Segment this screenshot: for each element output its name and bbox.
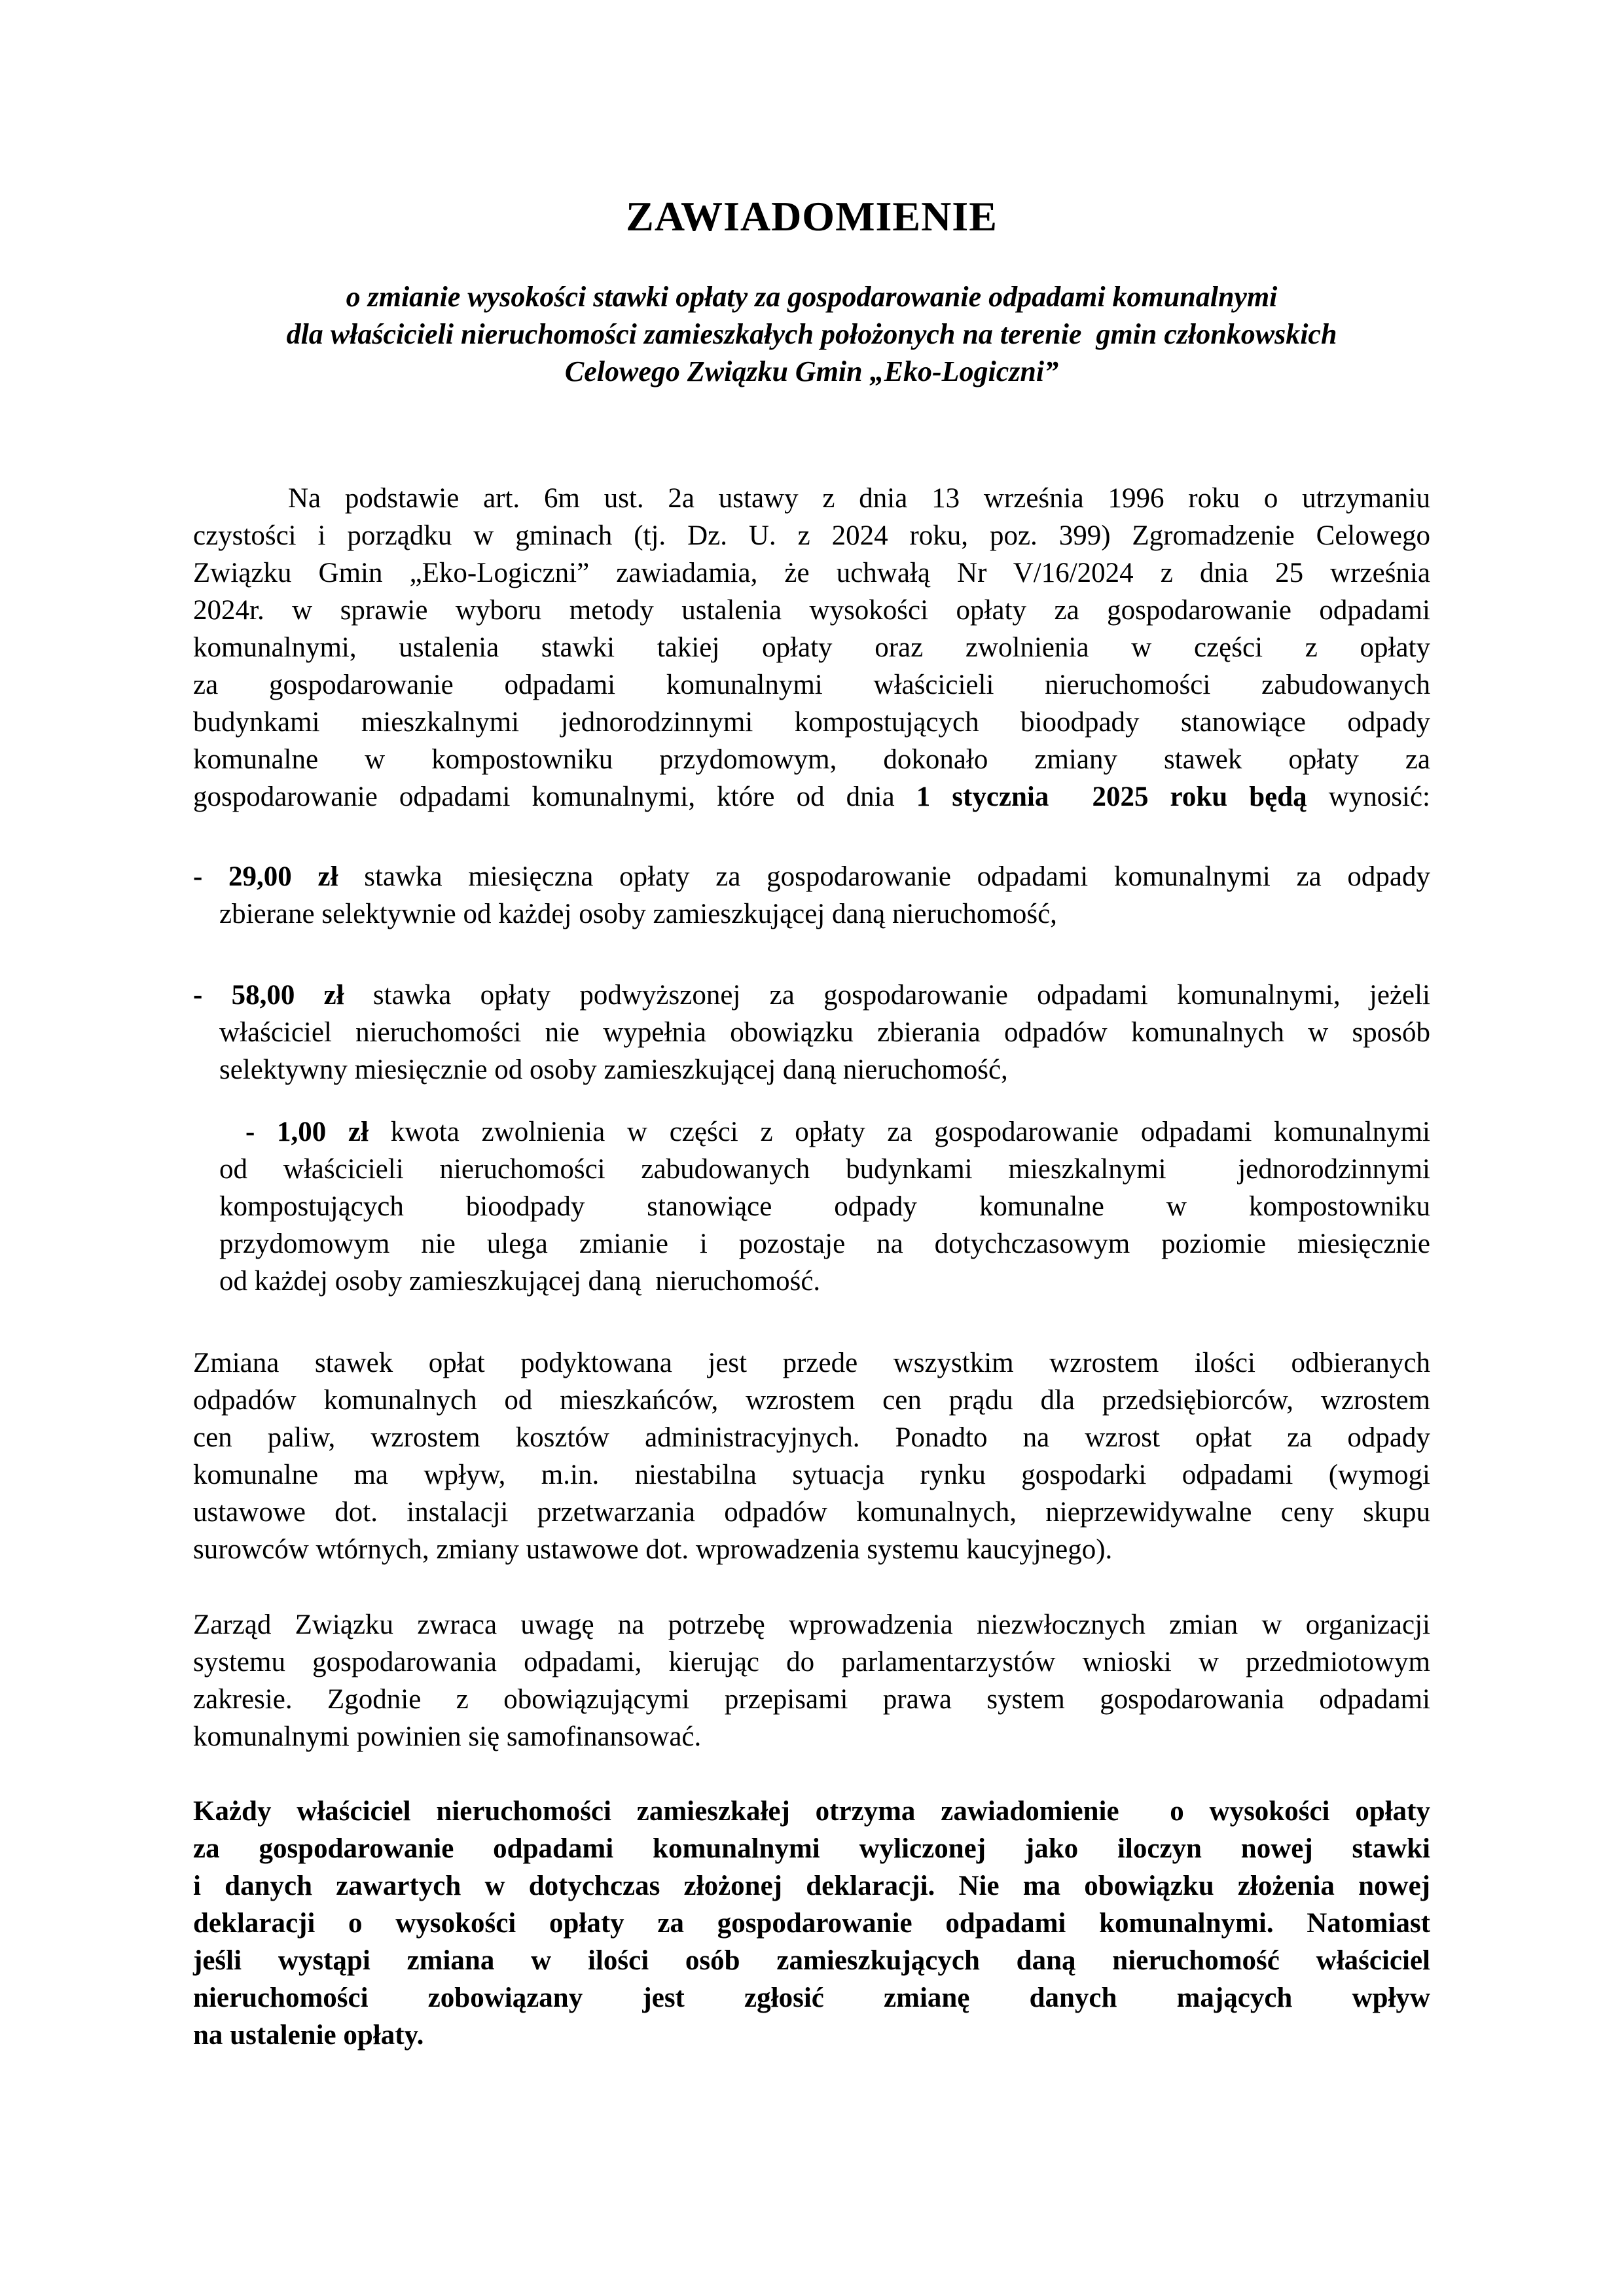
- text-line: Każdy właściciel nieruchomości zamieszkałej otrzyma zawiadomienie o wysokości opłaty: [193, 1796, 1430, 1827]
- fee-amount: - 29,00 zł: [193, 861, 338, 892]
- text-line: na ustalenie opłaty.: [193, 2020, 424, 2051]
- text-line: komunalnymi, ustalenia stawki takiej opłaty oraz zwolnienia w części z opłaty: [193, 632, 1430, 663]
- text-line: Zmiana stawek opłat podyktowana jest przede wszystkim wzrostem ilości odbieranych: [193, 1348, 1430, 1378]
- fee-description: stawka opłaty podwyższonej za gospodarowanie odpadami komunalnymi, jeżeli: [344, 980, 1430, 1011]
- text-line: czystości i porządku w gminach (tj. Dz. U. z 2024 roku, poz. 399) Zgromadzenie Celowego: [193, 520, 1430, 551]
- text-line: za gospodarowanie odpadami komunalnymi właścicieli nieruchomości zabudowanych: [193, 670, 1430, 700]
- text-line: [193, 858, 1430, 895]
- text-line: nieruchomości zobowiązany jest zgłosić zmianę danych mających wpływ: [193, 1982, 1430, 2013]
- text-line: komunalne w kompostowniku przydomowym, dokonało zmiany stawek opłaty za: [193, 744, 1430, 775]
- text-line: właściciel nieruchomości nie wypełnia obowiązku zbierania odpadów komunalnych w sposób: [219, 1017, 1430, 1048]
- fee-description: stawka miesięczna opłaty za gospodarowanie odpadami komunalnymi za odpady: [338, 861, 1430, 892]
- text-line: cen paliw, wzrostem kosztów administracyjnych. Ponadto na wzrost opłat za odpady: [193, 1422, 1430, 1453]
- fee-item-raised-rate: [193, 977, 1430, 1088]
- page-title: ZAWIADOMIENIE: [626, 193, 998, 240]
- text-line: za gospodarowanie odpadami komunalnymi wyliczonej jako iloczyn nowej stawki: [193, 1833, 1430, 1864]
- text-line: 2024r. w sprawie wyboru metody ustalenia wysokości opłaty za gospodarowanie odpadami: [193, 595, 1430, 626]
- text-line: ustawowe dot. instalacji przetwarzania odpadów komunalnych, nieprzewidywalne ceny skupu: [193, 1497, 1430, 1528]
- text-line: i danych zawartych w dotychczas złożonej deklaracji. Nie ma obowiązku złożenia nowej: [193, 1871, 1430, 1901]
- text-line: surowców wtórnych, zmiany ustawowe dot. wprowadzenia systemu kaucyjnego).: [193, 1534, 1113, 1565]
- fee-amount: - 1,00 zł: [245, 1117, 369, 1147]
- effective-date-bold: 1 stycznia 2025 roku będą: [916, 781, 1307, 812]
- text-line: kompostujących bioodpady stanowiące odpady komunalne w kompostowniku: [219, 1191, 1430, 1222]
- intro-legal-basis-paragraph: [193, 480, 1430, 816]
- text-line: [193, 977, 1430, 1014]
- fee-item-selective-rate: [193, 858, 1430, 933]
- text-line: Na podstawie art. 6m ust. 2a ustawy z dnia 13 września 1996 roku o utrzymaniu: [288, 483, 1430, 514]
- text-line: selektywny miesięcznie od osoby zamieszkującej daną nieruchomość,: [219, 1054, 1008, 1085]
- text-line: zbierane selektywnie od każdej osoby zamieszkującej daną nieruchomość,: [219, 899, 1057, 929]
- text-line-effective-date: [193, 778, 1430, 816]
- subtitle-line-2: dla właścicieli nieruchomości zamieszkałych położonych na terenie gmin członkowskich: [286, 318, 1337, 350]
- text-line: komunalne ma wpływ, m.in. niestabilna sytuacja rynku gospodarki odpadami (wymogi: [193, 1460, 1430, 1490]
- subtitle-line-1: o zmianie wysokości stawki opłaty za gospodarowanie odpadami komunalnymi: [346, 281, 1278, 313]
- fee-amount: - 58,00 zł: [193, 980, 344, 1011]
- text-run: gospodarowanie odpadami komunalnymi, które od dnia: [193, 781, 916, 812]
- text-line: systemu gospodarowania odpadami, kierując do parlamentarzystów wnioski w przedmiotowym: [193, 1647, 1430, 1677]
- text-line: przydomowym nie ulega zmianie i pozostaje na dotychczasowym poziomie miesięcznie: [219, 1229, 1430, 1259]
- text-line: zakresie. Zgodnie z obowiązującymi przepisami prawa system gospodarowania odpadami: [193, 1684, 1430, 1715]
- subtitle: [193, 278, 1430, 390]
- text-line: komunalnymi powinien się samofinansować.: [193, 1721, 702, 1752]
- text-line: jeśli wystąpi zmiana w ilości osób zamieszkujących daną nieruchomość właściciel: [193, 1945, 1430, 1976]
- text-line: odpadów komunalnych od mieszkańców, wzrostem cen prądu dla przedsiębiorców, wzrostem: [193, 1385, 1430, 1416]
- text-line: Związku Gmin „Eko-Logiczni” zawiadamia, że uchwałą Nr V/16/2024 z dnia 25 września: [193, 558, 1430, 588]
- subtitle-line-3: Celowego Związku Gmin „Eko-Logiczni”: [564, 355, 1059, 387]
- text-line: [193, 1113, 1430, 1151]
- text-line: Zarząd Związku zwraca uwagę na potrzebę wprowadzenia niezwłocznych zmian w organizacji: [193, 1609, 1430, 1640]
- text-line: od każdej osoby zamieszkującej daną nieruchomość.: [219, 1266, 821, 1297]
- text-line: deklaracji o wysokości opłaty za gospodarowanie odpadami komunalnymi. Natomiast: [193, 1908, 1430, 1939]
- board-statement-paragraph: [193, 1606, 1430, 1755]
- text-line: budynkami mieszkalnymi jednorodzinnymi kompostujących bioodpady stanowiące odpady: [193, 707, 1430, 738]
- text-run: wynosić:: [1307, 781, 1430, 812]
- fee-item-compost-relief: [193, 1113, 1430, 1300]
- text-line: od właścicieli nieruchomości zabudowanych budynkami mieszkalnymi jednorodzinnymi: [219, 1154, 1430, 1185]
- rate-change-reasons-paragraph: [193, 1344, 1430, 1568]
- owner-notice-bold-paragraph: [193, 1793, 1430, 2054]
- fee-description: kwota zwolnienia w części z opłaty za gospodarowanie odpadami komunalnymi: [369, 1117, 1431, 1147]
